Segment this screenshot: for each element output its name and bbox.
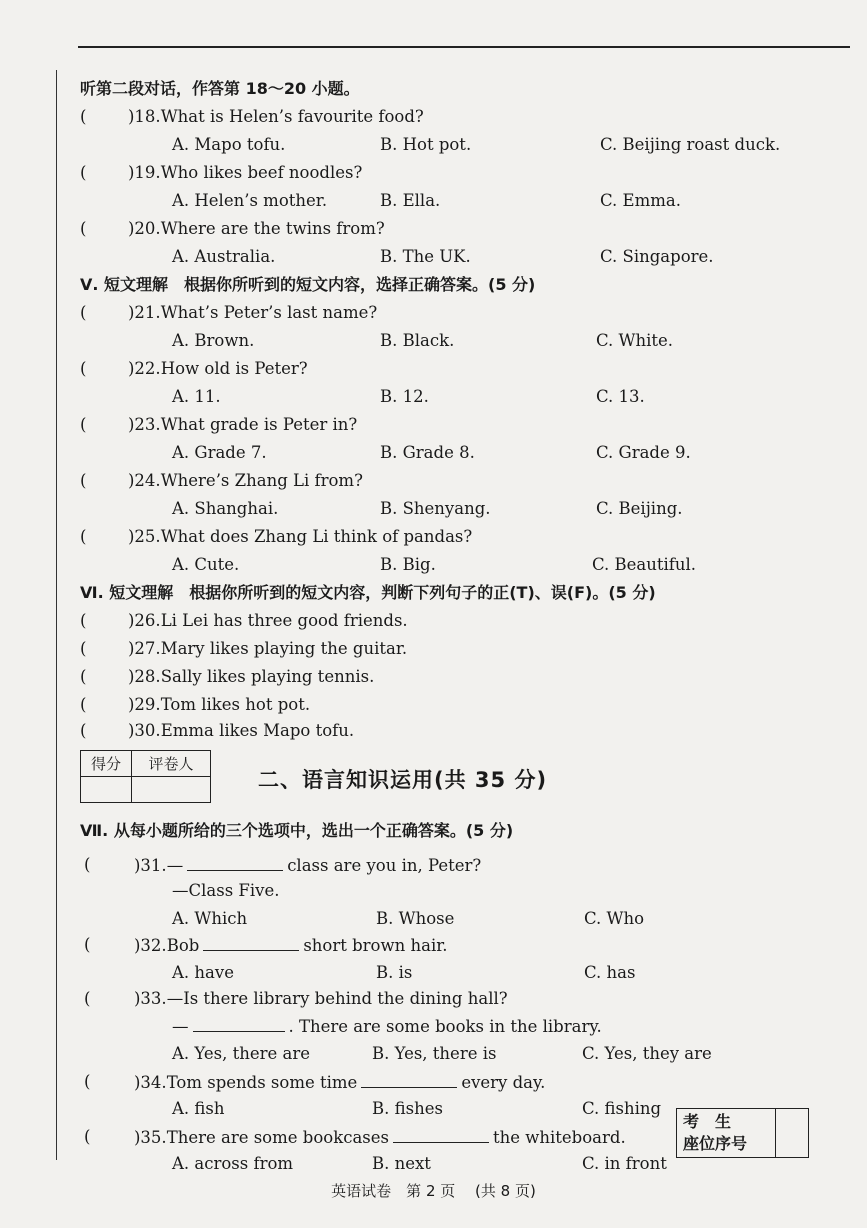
option-b: B. fishes [372, 1099, 443, 1118]
option-c: C. Emma. [600, 191, 681, 210]
option-a: A. Brown. [172, 331, 255, 350]
option-a: A. Cute. [172, 555, 240, 574]
option-c: C. Beautiful. [592, 555, 697, 574]
option-b: B. Whose [376, 909, 455, 928]
seat-number-label [677, 1109, 776, 1158]
option-b: B. Black. [380, 331, 455, 350]
option-a: A. 11. [172, 387, 221, 406]
section-7-title: Ⅶ. 从每小题所给的三个选项中，选出一个正确答案。(5 分) [80, 821, 514, 840]
answer-paren: ( [84, 989, 91, 1008]
answer-blank [193, 1015, 285, 1032]
seat-number-cell [776, 1109, 809, 1158]
section-6-title: Ⅵ. 短文理解 根据你所听到的短文内容，判断下列句子的正(T)、误(F)。(5 分) [80, 583, 656, 602]
question-text: )21.What’s Peter’s last name? [128, 303, 378, 322]
option-a: A. Australia. [172, 247, 276, 266]
answer-paren: ( [80, 163, 87, 182]
answer-paren: ( [80, 415, 87, 434]
option-a: A. Yes, there are [172, 1044, 310, 1063]
question-text: )33.—Is there library behind the dining hall? [134, 989, 508, 1008]
section-5-title: Ⅴ. 短文理解 根据你所听到的短文内容，选择正确答案。(5 分) [80, 275, 536, 294]
part2-dialogue-intro: 听第二段对话，作答第 18～20 小题。 [80, 79, 360, 98]
question-text: )18.What is Helen’s favourite food? [128, 107, 424, 126]
question-text: )29.Tom likes hot pot. [128, 695, 311, 714]
option-c: C. Singapore. [600, 247, 714, 266]
grader-label: 评卷人 [132, 751, 211, 777]
answer-blank [187, 854, 283, 871]
option-b: B. next [372, 1154, 431, 1173]
option-b: B. Big. [380, 555, 436, 574]
answer-blank [361, 1071, 457, 1088]
question-text: )19.Who likes beef noodles? [128, 163, 363, 182]
left-margin-rule [56, 70, 57, 1160]
option-a: A. fish [172, 1099, 225, 1118]
option-c: C. in front [582, 1154, 667, 1173]
question-31-reply: —Class Five. [172, 881, 280, 900]
seat-label-line1: 考 生 [683, 1112, 732, 1131]
seat-label-line2: 座位序号 [683, 1134, 748, 1153]
score-box [80, 750, 211, 803]
question-text: )24.Where’s Zhang Li from? [128, 471, 363, 490]
option-c: C. Grade 9. [596, 443, 691, 462]
question-text: )20.Where are the twins from? [128, 219, 385, 238]
option-a: A. Grade 7. [172, 443, 267, 462]
question-33-reply: — . There are some books in the library. [172, 1017, 602, 1036]
answer-paren: ( [84, 1127, 91, 1146]
option-b: B. is [376, 963, 413, 982]
question-text: )34.Tom spends some time every day. [134, 1073, 546, 1092]
question-text: )26.Li Lei has three good friends. [128, 611, 408, 630]
answer-paren: ( [80, 303, 87, 322]
option-a: A. Which [172, 909, 248, 928]
answer-paren: ( [80, 107, 87, 126]
question-text: )32.Bob short brown hair. [134, 936, 448, 955]
option-c: C. Beijing roast duck. [600, 135, 781, 154]
page-footer: 英语试卷 第 2 页 (共 8 页) [331, 1182, 536, 1200]
question-text: )28.Sally likes playing tennis. [128, 667, 375, 686]
question-text: )22.How old is Peter? [128, 359, 308, 378]
part-2-title: 二、语言知识运用(共 35 分) [258, 768, 548, 792]
option-c: C. fishing [582, 1099, 662, 1118]
question-text: )23.What grade is Peter in? [128, 415, 358, 434]
seat-number-box [676, 1108, 809, 1158]
option-c: C. 13. [596, 387, 645, 406]
option-b: B. Yes, there is [372, 1044, 497, 1063]
question-text: )30.Emma likes Mapo tofu. [128, 721, 355, 740]
option-c: C. Who [584, 909, 645, 928]
option-b: B. 12. [380, 387, 429, 406]
answer-paren: ( [84, 935, 91, 954]
question-text: )25.What does Zhang Li think of pandas? [128, 527, 473, 546]
answer-paren: ( [80, 527, 87, 546]
answer-paren: ( [80, 359, 87, 378]
answer-paren: ( [80, 471, 87, 490]
option-c: C. White. [596, 331, 674, 350]
answer-paren: ( [80, 667, 87, 686]
option-a: A. have [172, 963, 234, 982]
option-c: C. Beijing. [596, 499, 683, 518]
option-a: A. Mapo tofu. [172, 135, 286, 154]
option-b: B. Ella. [380, 191, 441, 210]
option-b: B. Hot pot. [380, 135, 472, 154]
answer-paren: ( [84, 1072, 91, 1091]
question-text: )27.Mary likes playing the guitar. [128, 639, 408, 658]
option-b: B. Shenyang. [380, 499, 491, 518]
option-c: C. Yes, they are [582, 1044, 712, 1063]
option-c: C. has [584, 963, 636, 982]
option-a: A. Helen’s mother. [172, 191, 328, 210]
option-a: A. Shanghai. [172, 499, 279, 518]
answer-blank [203, 934, 299, 951]
score-label: 得分 [81, 751, 132, 777]
answer-paren: ( [80, 695, 87, 714]
option-a: A. across from [172, 1154, 294, 1173]
answer-paren: ( [80, 219, 87, 238]
grader-cell [132, 777, 211, 803]
answer-blank [393, 1126, 489, 1143]
answer-paren: ( [80, 639, 87, 658]
question-text: )31.— class are you in, Peter? [134, 856, 482, 875]
option-b: B. The UK. [380, 247, 471, 266]
top-rule [78, 46, 850, 48]
answer-paren: ( [80, 721, 87, 740]
option-b: B. Grade 8. [380, 443, 475, 462]
answer-paren: ( [80, 611, 87, 630]
question-text: )35.There are some bookcases the whiteboard. [134, 1128, 626, 1147]
answer-paren: ( [84, 855, 91, 874]
score-cell [81, 777, 132, 803]
